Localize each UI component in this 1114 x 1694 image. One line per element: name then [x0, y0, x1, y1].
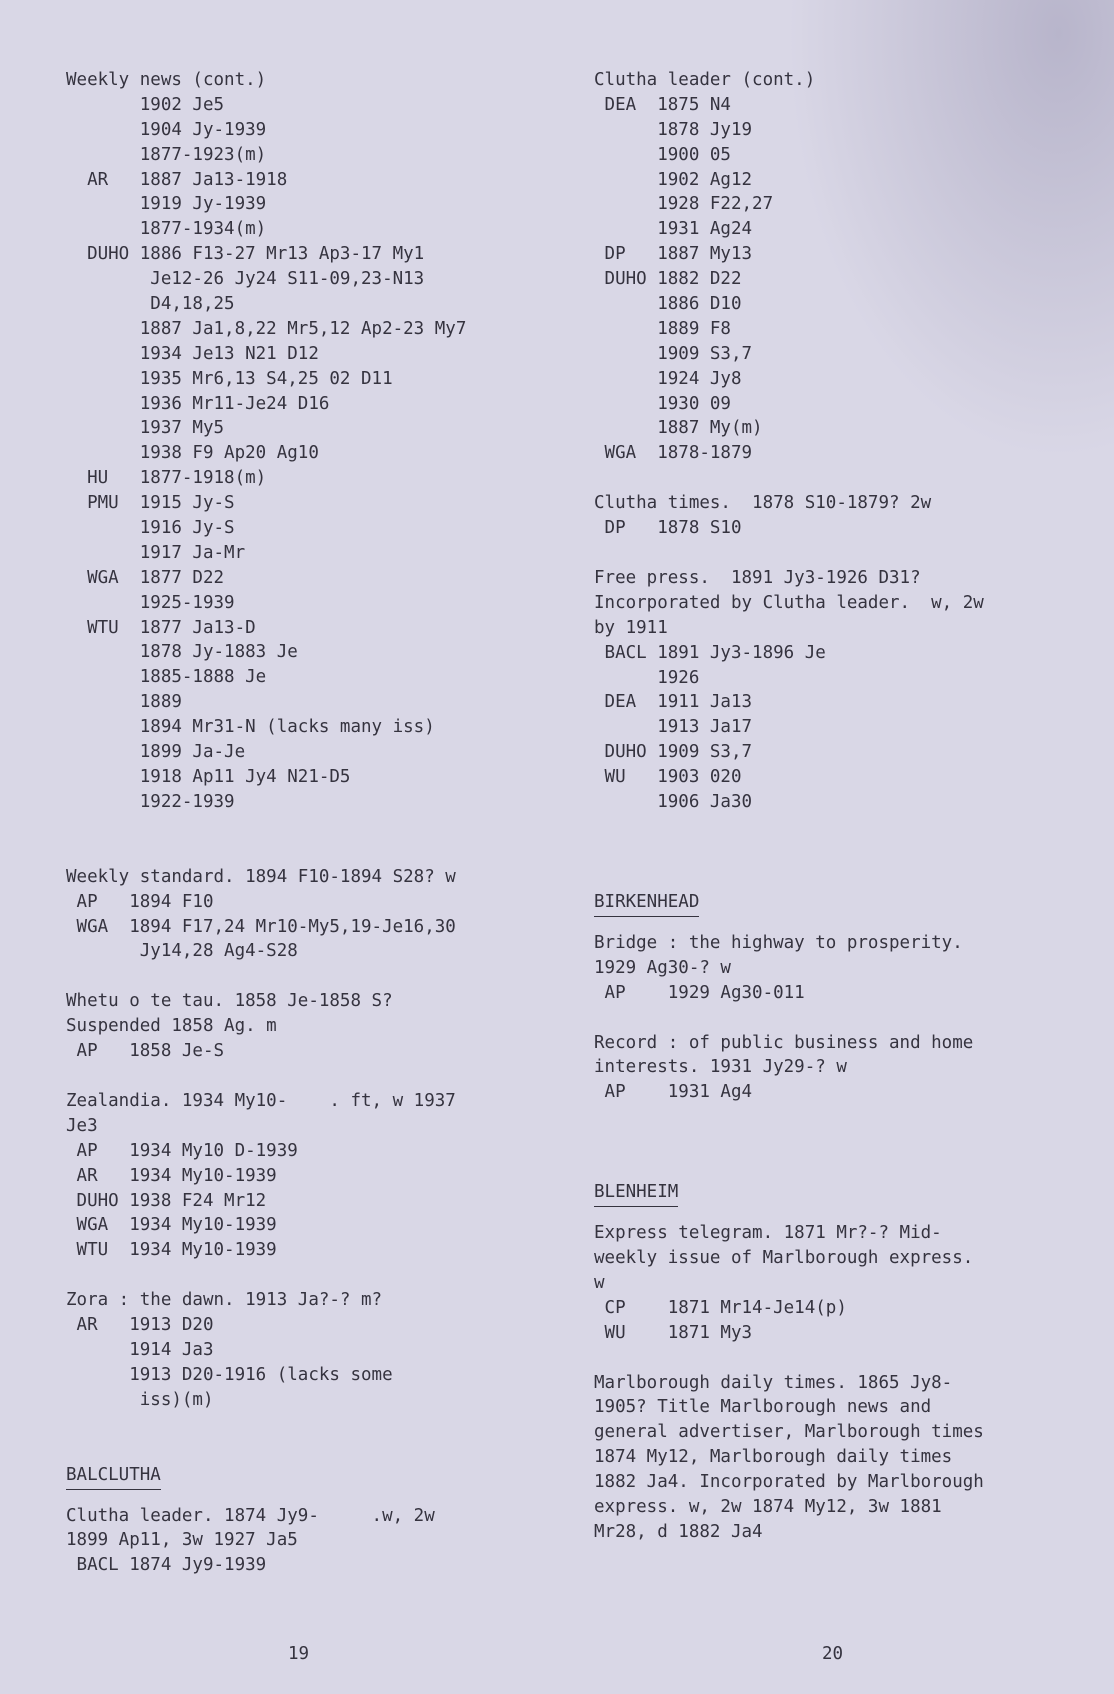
entry-line: 1935 Mr6,13 S4,25 02 D11	[66, 368, 393, 389]
entry-line: 1922-1939	[66, 791, 235, 812]
page-number-right: 20	[822, 1644, 844, 1664]
entry-line: 1894 Mr31-N (lacks many iss)	[66, 717, 435, 738]
spacer	[594, 541, 1094, 566]
entry-line: 1930 09	[594, 393, 731, 414]
entry-line: weekly issue of Marlborough express.	[594, 1247, 974, 1268]
entry-line: DP 1887 My13	[594, 244, 753, 265]
entry-line: 1878 Jy-1883 Je	[66, 642, 298, 663]
entry-line: WU 1903 020	[594, 767, 742, 788]
entry-line: 1902 Je5	[66, 94, 225, 115]
entry-line: 1913 Ja17	[594, 717, 753, 738]
entry-line: DUHO 1882 D22	[594, 269, 742, 290]
entry-line: 1931 Ag24	[594, 219, 753, 240]
spacer	[594, 1006, 1094, 1031]
entry-line: 1905? Title Marlborough news and	[594, 1397, 932, 1418]
entry-line: 1900 05	[594, 144, 731, 165]
entry-line: Clutha leader. 1874 Jy9- .w, 2w	[66, 1505, 435, 1526]
spacer	[594, 1346, 1094, 1371]
spacer	[66, 815, 556, 865]
entry-line: DUHO 1938 F24 Mr12	[66, 1190, 267, 1211]
entry-line: WGA 1878-1879	[594, 443, 753, 464]
entry-line: DEA 1911 Ja13	[594, 692, 753, 713]
catalog-entry	[66, 1504, 556, 1579]
catalog-entry	[594, 566, 1094, 815]
entry-line: Bridge : the highway to prosperity.	[594, 932, 963, 953]
section-heading-wrap	[594, 1180, 1094, 1221]
catalog-entry	[66, 865, 556, 965]
entry-line: DUHO 1886 F13-27 Mr13 Ap3-17 My1	[66, 244, 425, 265]
catalog-entry	[66, 1089, 556, 1263]
entry-line: 1924 Jy8	[594, 368, 742, 389]
spacer	[66, 1263, 556, 1288]
spacer	[594, 815, 1094, 865]
entry-line: 1916 Jy-S	[66, 518, 235, 539]
entry-line: 1902 Ag12	[594, 169, 753, 190]
entry-line: 1882 Ja4. Incorporated by Marlborough	[594, 1472, 984, 1493]
entry-line: 1889 F8	[594, 318, 731, 339]
right-column	[594, 68, 1094, 1545]
entry-line: Clutha leader (cont.)	[594, 70, 816, 90]
entry-line: 1938 F9 Ap20 Ag10	[66, 443, 319, 464]
entry-line: AP 1858 Je-S	[66, 1041, 225, 1062]
entry-line: Zealandia. 1934 My10- . ft, w 1937	[66, 1090, 456, 1111]
entry-line: 1919 Jy-1939	[66, 194, 267, 215]
entry-line: 1925-1939	[66, 592, 235, 613]
entry-line: AP 1931 Ag4	[594, 1082, 753, 1103]
section-heading-wrap	[66, 1463, 556, 1504]
catalog-entry	[594, 491, 1094, 541]
entry-line: Weekly standard. 1894 F10-1894 S28? w	[66, 866, 456, 887]
catalog-entry	[594, 1031, 1094, 1106]
catalog-entry	[594, 1221, 1094, 1345]
entry-line: D4,18,25	[66, 294, 235, 315]
entry-line: 1909 S3,7	[594, 343, 753, 364]
entry-line: BACL 1874 Jy9-1939	[66, 1555, 267, 1576]
entry-line: 1886 D10	[594, 294, 742, 315]
entry-line: 1887 My(m)	[594, 418, 763, 439]
entry-line: 1899 Ap11, 3w 1927 Ja5	[66, 1530, 298, 1551]
catalog-entry	[66, 1288, 556, 1412]
entry-line: Jy14,28 Ag4-S28	[66, 941, 298, 962]
entry-line: Record : of public business and home	[594, 1032, 974, 1053]
entry-line: 1926	[594, 667, 700, 688]
entry-line: AP 1929 Ag30-011	[594, 982, 805, 1003]
page-number-left: 19	[288, 1644, 310, 1664]
catalog-entry	[594, 1371, 1094, 1545]
spacer	[594, 865, 1094, 890]
entry-line: DP 1878 S10	[594, 518, 742, 539]
section-heading: BLENHEIM	[594, 1180, 678, 1207]
entry-line: Free press. 1891 Jy3-1926 D31?	[594, 568, 921, 589]
entry-line: Je3	[66, 1115, 98, 1136]
entry-line: 1878 Jy19	[594, 119, 753, 140]
catalog-entry	[66, 68, 556, 815]
entry-line: WU 1871 My3	[594, 1322, 753, 1343]
entry-line: WGA 1894 F17,24 Mr10-My5,19-Je16,30	[66, 916, 456, 937]
entry-line: Weekly news (cont.)	[66, 70, 267, 90]
catalog-entry	[594, 931, 1094, 1006]
spacer	[66, 964, 556, 989]
section-heading: BALCLUTHA	[66, 1463, 161, 1490]
entry-line: 1936 Mr11-Je24 D16	[66, 393, 330, 414]
entry-line: 1928 F22,27	[594, 194, 774, 215]
entry-line: Incorporated by Clutha leader. w, 2w	[594, 592, 984, 613]
spacer	[594, 1155, 1094, 1180]
entry-line: 1914 Ja3	[66, 1339, 214, 1360]
entry-line: WTU 1877 Ja13-D	[66, 617, 256, 638]
entry-line: DEA 1875 N4	[594, 94, 731, 115]
entry-line: Whetu o te tau. 1858 Je-1858 S?	[66, 991, 393, 1012]
catalog-entry	[66, 989, 556, 1064]
entry-line: BACL 1891 Jy3-1896 Je	[594, 642, 826, 663]
entry-line: iss)(m)	[66, 1389, 214, 1410]
entry-line: AR 1913 D20	[66, 1315, 214, 1336]
entry-line: 1913 D20-1916 (lacks some	[66, 1364, 393, 1385]
entry-line: PMU 1915 Jy-S	[66, 493, 235, 514]
entry-line: 1934 Je13 N21 D12	[66, 343, 319, 364]
left-column	[66, 68, 556, 1578]
entry-line: by 1911	[594, 617, 668, 638]
entry-line: 1885-1888 Je	[66, 667, 267, 688]
entry-line: express. w, 2w 1874 My12, 3w 1881	[594, 1497, 942, 1517]
entry-line: 1917 Ja-Mr	[66, 542, 246, 563]
entry-line: CP 1871 Mr14-Je14(p)	[594, 1297, 847, 1318]
spacer	[66, 1064, 556, 1089]
entry-line: 1918 Ap11 Jy4 N21-D5	[66, 766, 351, 787]
entry-line: Suspended 1858 Ag. m	[66, 1016, 277, 1037]
entry-line: 1904 Jy-1939	[66, 119, 267, 140]
entry-line: Mr28, d 1882 Ja4	[594, 1521, 763, 1542]
entry-line: AP 1934 My10 D-1939	[66, 1140, 298, 1161]
spacer	[66, 1413, 556, 1463]
entry-line: AP 1894 F10	[66, 891, 214, 912]
entry-line: Je12-26 Jy24 S11-09,23-N13	[66, 269, 425, 290]
entry-line: 1899 Ja-Je	[66, 742, 246, 763]
entry-line: 1937 My5	[66, 418, 225, 439]
entry-line: WTU 1934 My10-1939	[66, 1240, 277, 1261]
catalog-entry	[594, 68, 1094, 466]
entry-line: 1887 Ja1,8,22 Mr5,12 Ap2-23 My7	[66, 318, 467, 339]
entry-line: HU 1877-1918(m)	[66, 468, 267, 489]
entry-line: AR 1934 My10-1939	[66, 1165, 277, 1186]
spacer	[594, 1105, 1094, 1155]
entry-line: Marlborough daily times. 1865 Jy8-	[594, 1372, 953, 1393]
entry-line: w	[594, 1272, 605, 1293]
section-heading: BIRKENHEAD	[594, 890, 699, 917]
entry-line: 1877-1934(m)	[66, 219, 267, 240]
entry-line: Express telegram. 1871 Mr?-? Mid-	[594, 1223, 942, 1244]
section-heading-wrap	[594, 890, 1094, 931]
entry-line: 1877-1923(m)	[66, 144, 267, 165]
entry-line: Zora : the dawn. 1913 Ja?-? m?	[66, 1290, 383, 1311]
entry-line: AR 1887 Ja13-1918	[66, 169, 288, 190]
entry-line: general advertiser, Marlborough times	[594, 1422, 984, 1443]
entry-line: 1929 Ag30-? w	[594, 957, 731, 978]
entry-line: 1906 Ja30	[594, 792, 753, 813]
entry-line: Clutha times. 1878 S10-1879? 2w	[594, 493, 932, 514]
entry-line: DUHO 1909 S3,7	[594, 742, 753, 763]
entry-line: 1874 My12, Marlborough daily times	[594, 1447, 953, 1468]
entry-line: interests. 1931 Jy29-? w	[594, 1057, 847, 1078]
entry-line: WGA 1934 My10-1939	[66, 1215, 277, 1236]
entry-line: 1889	[66, 692, 182, 713]
entry-line: WGA 1877 D22	[66, 567, 225, 588]
spacer	[594, 466, 1094, 491]
